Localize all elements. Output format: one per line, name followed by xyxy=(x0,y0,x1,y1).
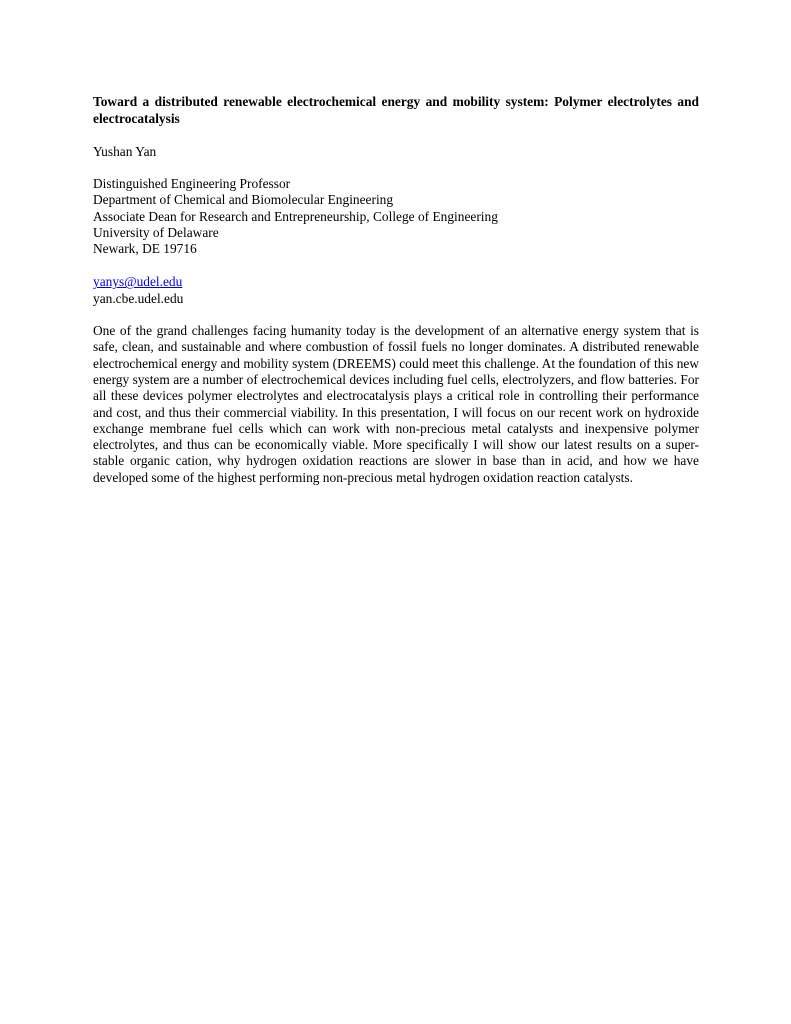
affiliation-position: Distinguished Engineering Professor xyxy=(93,176,291,191)
document-page xyxy=(93,93,699,486)
affiliation-dean-role: Associate Dean for Research and Entrepreneurship, College of Engineering xyxy=(93,208,498,224)
affiliation-address: Newark, DE 19716 xyxy=(93,241,197,257)
contact-block xyxy=(93,274,699,307)
author-name: Yushan Yan xyxy=(93,144,157,159)
abstract-paragraph: One of the grand challenges facing humanity today is the development of an alternative energy system that is safe, clean, and sustainable and where combustion of fossil fuels no longer dominates. A distributed renewable electrochemical energy and mobility system (DREEMS) could meet this challenge. At the foundation of this new energy system are a number of electrochemical devices including fuel cells, electrolyzers, and flow batteries. For all these devices polymer electrolytes and electrocatalysis plays a critical role in controlling their performance and cost, and thus their commercial viability. In this presentation, I will focus on our recent work on hydroxide exchange membrane fuel cells which can work with non-precious metal catalysts and inexpensive polymer electrolytes, and thus can be economically viable. More specifically I will show our latest results on a super-stable organic cation, why hydrogen oxidation reactions are slower in base than in acid, and how we have developed some of the highest performing non-precious metal hydrogen oxidation reaction catalysts. xyxy=(93,323,699,485)
website-text: yan.cbe.udel.edu xyxy=(93,290,184,306)
affiliation-university: University of Delaware xyxy=(93,224,219,240)
affiliation-block xyxy=(93,176,699,257)
email-link[interactable]: yanys@udel.edu xyxy=(93,274,183,290)
document-title: Toward a distributed renewable electrochemical energy and mobility system: Polymer electrolytes and electrocatalysis xyxy=(93,94,699,126)
affiliation-department: Department of Chemical and Biomolecular Engineering xyxy=(93,192,394,208)
